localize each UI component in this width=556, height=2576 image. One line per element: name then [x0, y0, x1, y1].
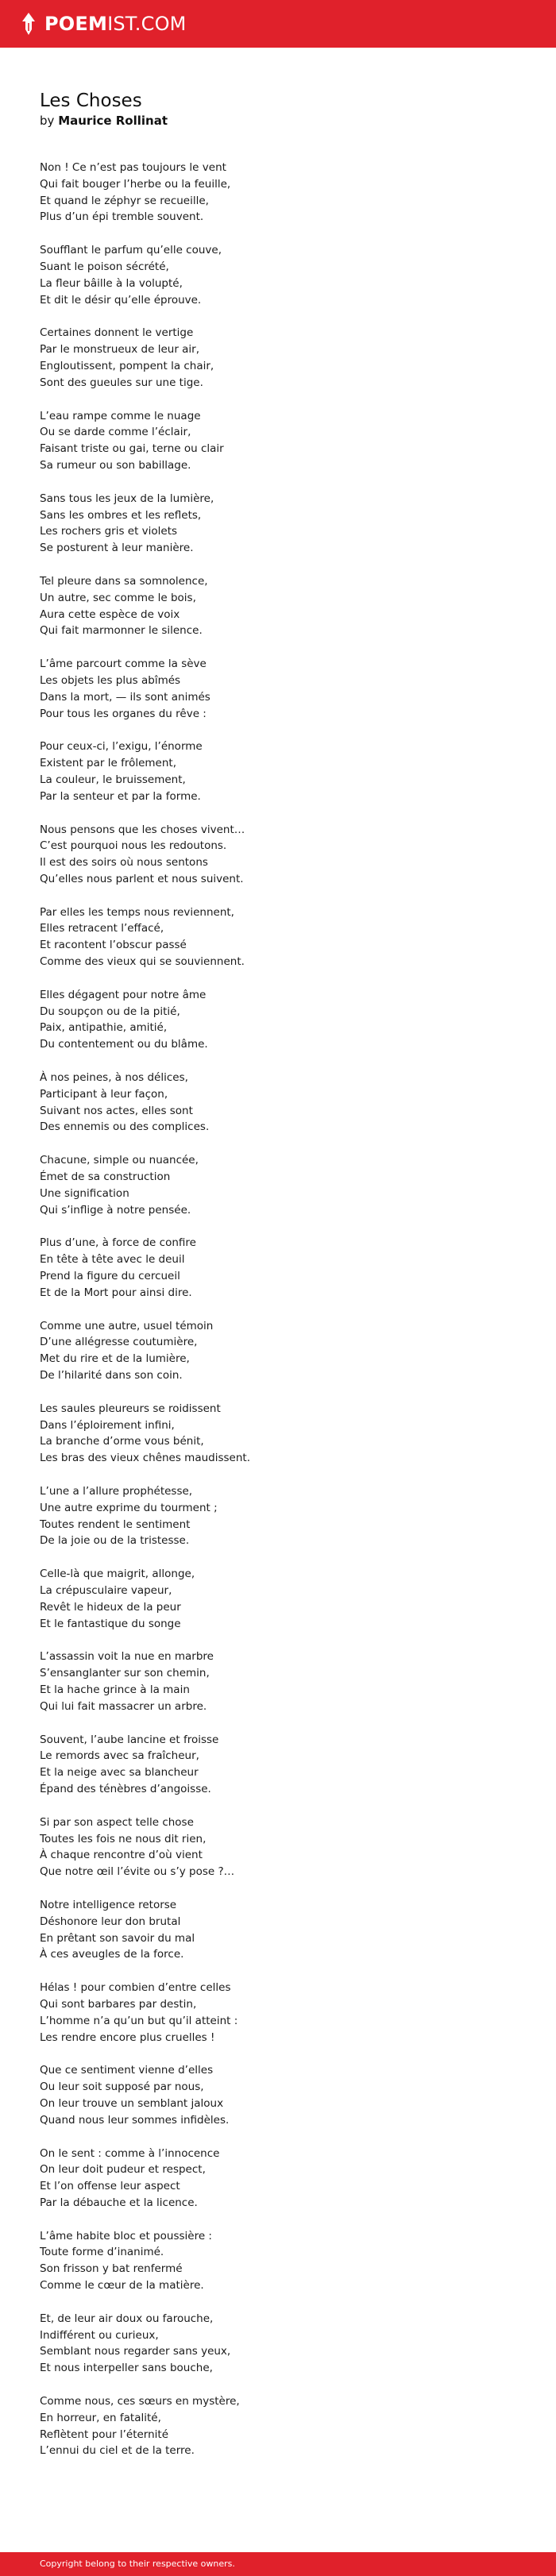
pen-icon — [21, 12, 37, 36]
poem-line: Revêt le hideux de la peur — [40, 1600, 181, 1614]
poem-line: Hélas ! pour combien d’entre celles — [40, 1981, 231, 1995]
poem-line: Si par son aspect telle chose — [40, 1815, 194, 1829]
poem-line: Et la neige avec sa blancheur — [40, 1766, 199, 1780]
poem-line: L’eau rampe comme le nuage — [40, 409, 201, 422]
poem-line: Suant le poison sécrété, — [40, 260, 169, 273]
poem-line: Et l’on offense leur aspect — [40, 2180, 180, 2193]
poem-line: Non ! Ce n’est pas toujours le vent — [40, 161, 226, 174]
poem-line: La fleur bâille à la volupté, — [40, 276, 183, 290]
poem-line: Et quand le zéphyr se recueille, — [40, 194, 209, 207]
poem-line: Des ennemis ou des complices. — [40, 1120, 210, 1134]
poem-line: Et, de leur air doux ou farouche, — [40, 2312, 214, 2325]
poem-line: Faisant triste ou gai, terne ou clair — [40, 442, 224, 456]
poem-line: Comme le cœur de la matière. — [40, 2279, 204, 2293]
poem-line: Qui fait marmonner le silence. — [40, 624, 203, 638]
stanza — [40, 1732, 516, 1798]
poem-line: Participant à leur façon, — [40, 1087, 168, 1101]
poem-line: Comme des vieux qui se souviennent. — [40, 955, 245, 969]
poem-line: À ces aveugles de la force. — [40, 1948, 184, 1961]
poem-line: L’une a l’allure prophétesse, — [40, 1485, 193, 1498]
poem-line: Les rochers gris et violets — [40, 525, 178, 538]
poem-line: Du soupçon ou de la pitié, — [40, 1005, 180, 1018]
stanza — [40, 738, 516, 804]
stanza — [40, 1235, 516, 1301]
poem-line: À nos peines, à nos délices, — [40, 1071, 188, 1085]
poem-line: Et le fantastique du songe — [40, 1617, 181, 1630]
poem-line: L’ennui du ciel et de la terre. — [40, 2444, 195, 2458]
site-logo[interactable] — [21, 11, 187, 37]
stanza — [40, 1649, 516, 1714]
logo-strong-text: POEM — [44, 13, 108, 35]
poem-line: Souvent, l’aube lancine et froisse — [40, 1733, 219, 1746]
poem-line: Comme une autre, usuel témoin — [40, 1319, 214, 1332]
poem-line: On leur doit pudeur et respect, — [40, 2163, 206, 2177]
poem-line: De la joie ou de la tristesse. — [40, 1534, 190, 1548]
poem-line: Une autre exprime du tourment ; — [40, 1501, 218, 1514]
poem-line: Qui lui fait massacrer un arbre. — [40, 1699, 207, 1713]
poem-line: Indifférent ou curieux, — [40, 2328, 159, 2342]
poem-title: Les Choses — [40, 91, 142, 111]
stanza — [40, 1897, 516, 1963]
stanza — [40, 1814, 516, 1880]
poem-line: Et dit le désir qu’elle éprouve. — [40, 293, 202, 307]
poem-line: Les objets les plus abîmés — [40, 673, 181, 687]
poem-line: Existent par le frôlement, — [40, 757, 176, 770]
poem-line: Les bras des vieux chênes maudissent. — [40, 1452, 250, 1465]
poem-line: Celle-là que maigrit, allonge, — [40, 1568, 195, 1581]
poem-line: Et la hache grince à la main — [40, 1683, 190, 1696]
poem-line: Ou se darde comme l’éclair, — [40, 426, 191, 439]
poem-line: Reflètent pour l’éternité — [40, 2428, 169, 2441]
poem-line: Le remords avec sa fraîcheur, — [40, 1749, 199, 1763]
poem-line: Toute forme d’inanimé. — [40, 2246, 164, 2259]
stanza — [40, 1152, 516, 1218]
poem-line: Dans l’éploirement infini, — [40, 1418, 175, 1432]
poem-line: C’est pourquoi nous les redoutons. — [40, 839, 227, 853]
poem-line: Notre intelligence retorse — [40, 1898, 177, 1911]
poem-line: En prêtant son savoir du mal — [40, 1931, 195, 1945]
poem-line: Une signification — [40, 1186, 129, 1200]
poem-line: Par le monstrueux de leur air, — [40, 343, 200, 357]
stanza — [40, 1401, 516, 1467]
poem-line: Engloutissent, pompent la chair, — [40, 359, 214, 372]
poem-line: On le sent : comme à l’innocence — [40, 2146, 220, 2160]
stanza — [40, 573, 516, 639]
poem-line: La crépusculaire vapeur, — [40, 1583, 172, 1597]
byline-prefix: by — [40, 114, 55, 128]
poem-line: L’âme parcourt comme la sève — [40, 657, 207, 671]
poem-line: Qu’elles nous parlent et nous suivent. — [40, 872, 244, 885]
stanza — [40, 904, 516, 970]
poem-line: Qui fait bouger l’herbe ou la feuille, — [40, 177, 231, 191]
poem-line: Se posturent à leur manière. — [40, 542, 194, 555]
byline — [40, 113, 516, 129]
poem-line: Sont des gueules sur une tige. — [40, 376, 203, 389]
poem-line: Du contentement ou du blâme. — [40, 1038, 208, 1051]
poem-line: Les rendre encore plus cruelles ! — [40, 2030, 215, 2044]
site-footer — [0, 2552, 556, 2576]
poem-line: Dans la mort, — ils sont animés — [40, 690, 210, 704]
poem-line: Par la senteur et par la forme. — [40, 789, 201, 803]
stanza — [40, 242, 516, 308]
poem-line: Ou leur soit supposé par nous, — [40, 2080, 204, 2094]
stanza — [40, 987, 516, 1053]
poem-line: Semblant nous regarder sans yeux, — [40, 2345, 231, 2358]
stanza — [40, 1980, 516, 2046]
poem-line: Comme nous, ces sœurs en mystère, — [40, 2395, 240, 2408]
poem-line: Les saules pleureurs se roidissent — [40, 1402, 221, 1415]
poem-line: Épand des ténèbres d’angoisse. — [40, 1782, 211, 1795]
poem-line: Met du rire et de la lumière, — [40, 1352, 190, 1366]
stanza — [40, 1318, 516, 1384]
poem-line: L’âme habite bloc et poussière : — [40, 2229, 212, 2242]
poem-line: Toutes rendent le sentiment — [40, 1517, 191, 1531]
poem-line: Quand nous leur sommes infidèles. — [40, 2113, 230, 2127]
copyright-text: Copyright belong to their respective owners. — [40, 2559, 235, 2569]
stanza — [40, 1566, 516, 1632]
poem-line: Sans les ombres et les reflets, — [40, 508, 202, 522]
poem-line: L’homme n’a qu’un but qu’il atteint : — [40, 2014, 238, 2027]
poem-line: De l’hilarité dans son coin. — [40, 1369, 183, 1382]
poem-line: Aura cette espèce de voix — [40, 607, 180, 621]
stanza — [40, 325, 516, 391]
author-link[interactable]: Maurice Rollinat — [58, 114, 168, 128]
poem-line: D’une allégresse coutumière, — [40, 1336, 198, 1349]
stanza — [40, 2393, 516, 2459]
poem-line: Déshonore leur don brutal — [40, 1915, 181, 1928]
stanza — [40, 2062, 516, 2128]
poem-line: Sans tous les jeux de la lumière, — [40, 492, 214, 505]
poem-line: Certaines donnent le vertige — [40, 326, 194, 340]
stanza — [40, 822, 516, 888]
poem-line: Pour tous les organes du rêve : — [40, 707, 207, 720]
poem-line: Soufflant le parfum qu’elle couve, — [40, 244, 222, 257]
poem-line: Sa rumeur ou son babillage. — [40, 458, 191, 472]
stanza — [40, 656, 516, 722]
poem-line: Que ce sentiment vienne d’elles — [40, 2064, 214, 2077]
stanza — [40, 1070, 516, 1136]
poem-line: Chacune, simple ou nuancée, — [40, 1154, 199, 1167]
poem-line: Que notre œil l’évite ou s’y pose ?… — [40, 1865, 235, 1879]
poem-line: Qui sont barbares par destin, — [40, 1997, 197, 2011]
stanza — [40, 2146, 516, 2212]
site-header — [0, 0, 556, 48]
poem-body — [40, 160, 516, 2459]
poem-line: À chaque rencontre d’où vient — [40, 1849, 203, 1862]
poem-content — [40, 89, 516, 2476]
poem-line: Il est des soirs où nous sentons — [40, 856, 208, 870]
poem-line: Toutes les fois ne nous dit rien, — [40, 1832, 207, 1845]
poem-line: L’assassin voit la nue en marbre — [40, 1650, 214, 1664]
site-logo-text — [44, 12, 187, 36]
poem-line: Et de la Mort pour ainsi dire. — [40, 1286, 192, 1299]
stanza — [40, 2311, 516, 2377]
poem-line: On leur trouve un semblant jaloux — [40, 2096, 224, 2110]
poem-line: Un autre, sec comme le bois, — [40, 591, 196, 604]
stanza — [40, 1483, 516, 1549]
poem-line: Prend la figure du cercueil — [40, 1270, 180, 1283]
poem-line: Elles dégagent pour notre âme — [40, 988, 207, 1001]
poem-line: Suivant nos actes, elles sont — [40, 1104, 193, 1117]
stanza — [40, 160, 516, 226]
poem-line: Émet de sa construction — [40, 1170, 171, 1184]
poem-line: En horreur, en fatalité, — [40, 2411, 161, 2424]
poem-line: En tête à tête avec le deuil — [40, 1253, 185, 1267]
poem-line: Qui s’inflige à notre pensée. — [40, 1203, 191, 1217]
poem-line: Par la débauche et la licence. — [40, 2196, 198, 2209]
poem-line: Plus d’un épi tremble souvent. — [40, 210, 204, 224]
logo-light-text: IST.COM — [107, 13, 187, 35]
stanza — [40, 491, 516, 557]
poem-line: Elles retracent l’effacé, — [40, 922, 164, 935]
poem-line: Nous pensons que les choses vivent… — [40, 823, 245, 836]
poem-line: Par elles les temps nous reviennent, — [40, 905, 234, 919]
poem-line: Et racontent l’obscur passé — [40, 939, 187, 952]
stanza — [40, 408, 516, 474]
poem-line: La branche d’orme vous bénit, — [40, 1435, 204, 1448]
poem-line: La couleur, le bruissement, — [40, 773, 186, 786]
poem-line: Son frisson y bat renfermé — [40, 2262, 183, 2276]
poem-line: Pour ceux-ci, l’exigu, l’énorme — [40, 740, 203, 754]
poem-line: Plus d’une, à force de confire — [40, 1236, 196, 1250]
poem-line: Paix, antipathie, amitié, — [40, 1021, 168, 1035]
stanza — [40, 2228, 516, 2294]
poem-line: Tel pleure dans sa somnolence, — [40, 574, 208, 588]
poem-line: S’ensanglanter sur son chemin, — [40, 1667, 210, 1680]
poem-line: Et nous interpeller sans bouche, — [40, 2362, 213, 2375]
